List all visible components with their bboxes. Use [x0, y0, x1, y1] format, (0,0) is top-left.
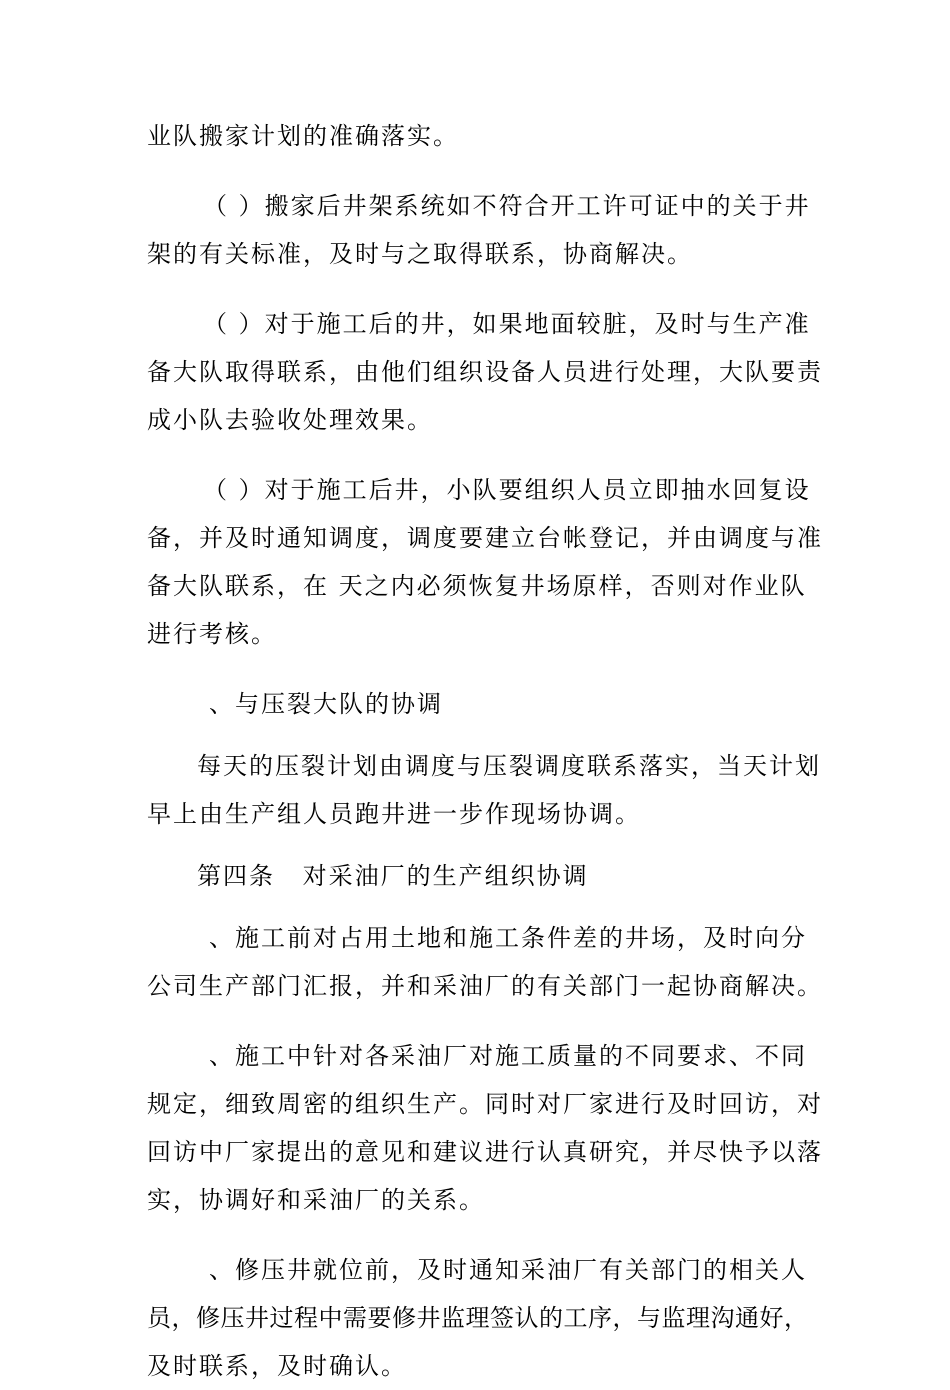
text-line: 、施工中针对各采油厂对施工质量的不同要求、不同	[209, 1042, 807, 1070]
paragraph-9	[147, 1032, 823, 1224]
text-line: 、修压井就位前，及时通知采油厂有关部门的相关人	[209, 1256, 807, 1284]
text-line: 规定，细致周密的组织生产。同时对厂家进行及时回访，对	[147, 1090, 823, 1118]
text-line: 、施工前对占用土地和施工条件差的井场，及时向分	[209, 924, 807, 952]
text-line: 进行考核。	[147, 620, 277, 648]
text-line: 每天的压裂计划由调度与压裂调度联系落实，当天计划	[197, 752, 821, 780]
text-line: （ ）对于施工后的井，如果地面较脏，及时与生产准	[203, 310, 811, 338]
text-line: 备大队取得联系，由他们组织设备人员进行处理，大队要责	[147, 358, 823, 386]
text-line: 员，修压井过程中需要修井监理签认的工序，与监理沟通好，	[147, 1304, 809, 1332]
text-line: 早上由生产组人员跑井进一步作现场协调。	[147, 800, 641, 828]
text-line: （ ）对于施工后井，小队要组织人员立即抽水回复设	[203, 476, 811, 504]
text-line: 业队搬家计划的准确落实。	[147, 122, 459, 150]
paragraph-6	[147, 742, 821, 838]
text-line: 第四条 对采油厂的生产组织协调	[197, 862, 589, 890]
paragraph-10	[147, 1246, 807, 1390]
text-line: （ ）搬家后井架系统如不符合开工许可证中的关于井	[203, 192, 811, 220]
paragraph-3	[147, 300, 823, 444]
paragraph-1	[147, 112, 807, 160]
section-heading	[147, 680, 807, 728]
text-line: 成小队去验收处理效果。	[147, 406, 433, 434]
text-line: 公司生产部门汇报，并和采油厂的有关部门一起协商解决。	[147, 972, 823, 1000]
text-line: 实，协调好和采油厂的关系。	[147, 1186, 485, 1214]
text-line: 架的有关标准，及时与之取得联系，协商解决。	[147, 240, 693, 268]
text-line: 回访中厂家提出的意见和建议进行认真研究，并尽快予以落	[147, 1138, 823, 1166]
paragraph-8	[147, 914, 823, 1010]
text-line: 及时联系，及时确认。	[147, 1352, 407, 1380]
text-line: 、与压裂大队的协调	[209, 690, 443, 718]
document-body	[147, 112, 823, 1390]
article-heading	[147, 852, 807, 900]
text-line: 备大队联系，在 天之内必须恢复井场原样，否则对作业队	[147, 572, 807, 600]
text-line: 备，并及时通知调度，调度要建立台帐登记，并由调度与准	[147, 524, 823, 552]
paragraph-4	[147, 466, 823, 658]
paragraph-2	[147, 182, 811, 278]
